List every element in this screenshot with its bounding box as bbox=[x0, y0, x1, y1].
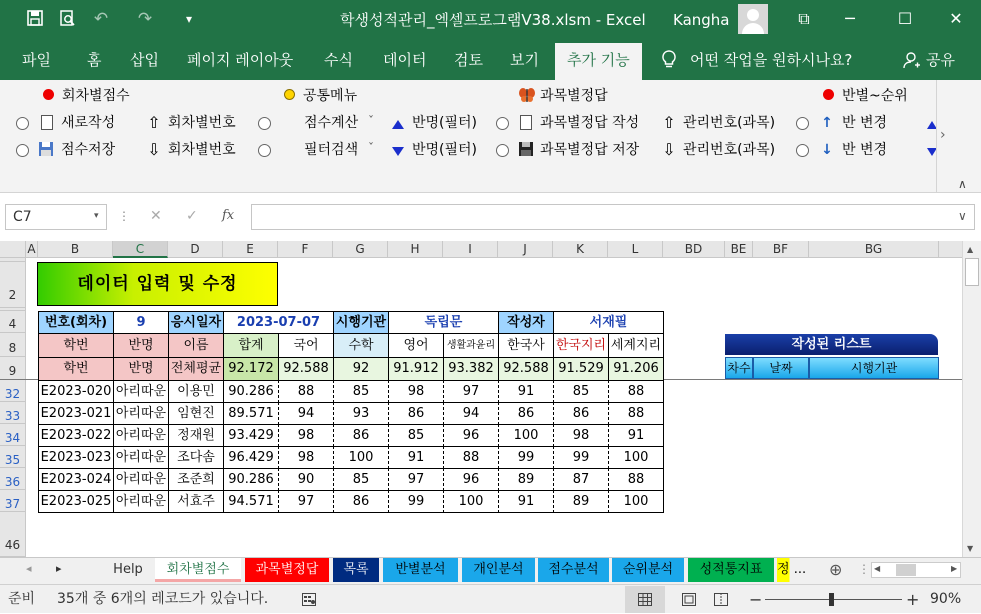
column-header[interactable]: BE bbox=[725, 241, 753, 258]
zoom-out-icon[interactable]: − bbox=[749, 590, 763, 609]
data-cell[interactable]: E2023-025 bbox=[38, 490, 114, 513]
ribbon-tab-bar bbox=[0, 40, 981, 80]
status-mode: 준비 bbox=[8, 591, 36, 607]
zoom-slider-thumb[interactable] bbox=[829, 593, 834, 606]
data-cell[interactable]: 85 bbox=[553, 380, 609, 403]
data-cell[interactable]: 96 bbox=[443, 424, 499, 447]
minimize-icon[interactable]: ─ bbox=[845, 9, 855, 28]
group-subject-answers-title: 과목별정답 bbox=[540, 88, 608, 104]
row-header[interactable]: 8 bbox=[0, 333, 26, 357]
data-cell[interactable]: 85 bbox=[333, 468, 389, 491]
info-label-number[interactable]: 번호(회차) bbox=[38, 311, 114, 334]
score-calc-button[interactable]: 점수계산 bbox=[304, 115, 359, 131]
subject-header-cell[interactable]: 국어 bbox=[278, 333, 334, 358]
print-preview-icon[interactable] bbox=[56, 9, 78, 32]
data-cell[interactable]: 100 bbox=[498, 424, 554, 447]
average-row-cell[interactable]: 92.588 bbox=[498, 357, 554, 381]
data-cell[interactable]: 88 bbox=[608, 402, 664, 425]
save-scores-button[interactable]: 점수저장 bbox=[61, 142, 116, 158]
data-cell[interactable]: 91 bbox=[498, 490, 554, 513]
arrow-down-outline-icon: ⇩ bbox=[662, 140, 676, 159]
class-filter-up-button[interactable]: 반명(필터) bbox=[412, 115, 478, 131]
column-header-selected[interactable]: C bbox=[113, 241, 168, 258]
tab-page-layout[interactable]: 페이지 레이아웃 bbox=[187, 51, 294, 69]
info-label-date[interactable]: 응시일자 bbox=[168, 311, 224, 334]
tab-splitter-icon[interactable]: ⋮ bbox=[858, 562, 870, 576]
user-name[interactable]: Kangha bbox=[673, 11, 730, 29]
management-number-up-button[interactable]: 관리번호(과목) bbox=[683, 115, 776, 131]
radio-button[interactable] bbox=[16, 117, 29, 130]
data-cell[interactable]: 94 bbox=[278, 402, 334, 425]
column-header[interactable]: G bbox=[333, 241, 388, 258]
macro-record-icon[interactable] bbox=[302, 593, 316, 610]
data-cell[interactable]: 100 bbox=[608, 490, 664, 513]
data-cell[interactable]: 91 bbox=[388, 446, 444, 469]
average-row-cell[interactable]: 학번 bbox=[38, 357, 114, 381]
share-person-icon[interactable] bbox=[903, 51, 921, 73]
data-cell[interactable]: 98 bbox=[388, 380, 444, 403]
select-all-corner[interactable] bbox=[0, 241, 26, 258]
data-cell[interactable]: 86 bbox=[553, 402, 609, 425]
status-message: 35개 중 6개의 레코드가 있습니다. bbox=[57, 591, 269, 607]
data-cell[interactable]: 아리따운 bbox=[113, 446, 169, 469]
row-header[interactable]: 36 bbox=[0, 468, 26, 490]
row-header[interactable]: 35 bbox=[0, 446, 26, 468]
tab-home[interactable]: 홈 bbox=[87, 51, 102, 69]
formula-bar-grip-icon: ⋮ bbox=[118, 209, 130, 223]
page-layout-view-icon[interactable] bbox=[682, 593, 696, 610]
column-header[interactable]: B bbox=[38, 241, 113, 258]
add-sheet-icon[interactable]: ⊕ bbox=[829, 560, 843, 579]
column-header[interactable]: K bbox=[553, 241, 608, 258]
maximize-icon[interactable]: ☐ bbox=[897, 9, 913, 28]
subject-header-cell[interactable]: 학번 bbox=[38, 333, 114, 358]
radio-button[interactable] bbox=[496, 144, 509, 157]
tab-insert[interactable]: 삽입 bbox=[130, 51, 159, 69]
ribbon-scroll-divider bbox=[936, 80, 937, 192]
data-cell[interactable]: 90.286 bbox=[223, 468, 279, 491]
data-cell[interactable]: 85 bbox=[333, 380, 389, 403]
data-cell[interactable]: 100 bbox=[443, 490, 499, 513]
tab-add-ins[interactable]: 추가 기능 bbox=[555, 43, 642, 80]
subject-header-cell[interactable]: 합계 bbox=[223, 333, 279, 358]
zoom-in-icon[interactable]: + bbox=[906, 590, 920, 609]
subject-header-cell[interactable]: 생활과윤리 bbox=[443, 333, 499, 358]
group-common-menu-title: 공통메뉴 bbox=[303, 88, 358, 104]
data-cell[interactable]: 88 bbox=[278, 380, 334, 403]
lightbulb-icon bbox=[660, 50, 678, 74]
data-cell[interactable]: 조준희 bbox=[168, 468, 224, 491]
row-header[interactable]: 33 bbox=[0, 402, 26, 424]
scroll-up-icon[interactable]: ▲ bbox=[967, 245, 974, 254]
data-cell[interactable]: E2023-024 bbox=[38, 468, 114, 491]
average-row-cell[interactable]: 91.206 bbox=[608, 357, 664, 381]
red-bulb-icon bbox=[823, 89, 834, 100]
data-cell[interactable]: 임현진 bbox=[168, 402, 224, 425]
enter-check-icon[interactable]: ✓ bbox=[186, 208, 198, 224]
average-row-cell[interactable]: 반명 bbox=[113, 357, 169, 381]
round-number-down-button[interactable]: 회차별번호 bbox=[168, 142, 236, 158]
column-header[interactable]: BF bbox=[753, 241, 809, 258]
data-cell[interactable]: 97 bbox=[388, 468, 444, 491]
data-cell[interactable]: 88 bbox=[608, 468, 664, 491]
data-cell[interactable]: 97 bbox=[278, 490, 334, 513]
sheet-title: 데이터 입력 및 수정 bbox=[37, 262, 278, 306]
radio-button[interactable] bbox=[16, 144, 29, 157]
info-author-value[interactable]: 서재필 bbox=[553, 311, 664, 334]
customize-qat-icon[interactable]: ▾ bbox=[185, 12, 193, 26]
data-cell[interactable]: 88 bbox=[608, 380, 664, 403]
cancel-icon[interactable]: ✕ bbox=[150, 208, 162, 224]
arrow-up-outline-icon: ⇧ bbox=[147, 113, 161, 132]
answer-write-button[interactable]: 과목별정답 작성 bbox=[540, 115, 640, 131]
data-cell[interactable]: 100 bbox=[608, 446, 664, 469]
column-header[interactable]: I bbox=[443, 241, 498, 258]
tab-data[interactable]: 데이터 bbox=[383, 51, 427, 69]
data-cell[interactable]: 86 bbox=[388, 402, 444, 425]
ribbon-display-options-icon[interactable]: ⧉ bbox=[798, 9, 810, 28]
column-header[interactable] bbox=[939, 241, 962, 258]
column-header[interactable]: H bbox=[388, 241, 443, 258]
sheet-tab-report-card[interactable]: 성적통지표 bbox=[688, 558, 774, 582]
data-cell[interactable]: 90.286 bbox=[223, 380, 279, 403]
data-cell[interactable]: 100 bbox=[333, 446, 389, 469]
data-cell[interactable]: 아리따운 bbox=[113, 490, 169, 513]
radio-button[interactable] bbox=[796, 144, 809, 157]
data-cell[interactable]: 94.571 bbox=[223, 490, 279, 513]
vertical-scrollbar[interactable] bbox=[962, 241, 981, 557]
sheet-tab-list[interactable]: 목록 bbox=[333, 558, 379, 582]
data-cell[interactable]: 93 bbox=[333, 402, 389, 425]
group-class-rank-title: 반별~순위 bbox=[842, 88, 908, 104]
group-round-scores-title: 회차별점수 bbox=[62, 88, 130, 104]
column-header[interactable]: BD bbox=[663, 241, 725, 258]
arrow-up-outline-icon: ⇧ bbox=[662, 113, 676, 132]
class-filter-down-button[interactable]: 반명(필터) bbox=[412, 142, 478, 158]
scroll-down-icon[interactable]: ▼ bbox=[967, 544, 974, 553]
average-row-cell[interactable]: 92 bbox=[333, 357, 389, 381]
answer-save-button[interactable]: 과목별정답 저장 bbox=[540, 142, 640, 158]
class-change-down-button[interactable]: 반 변경 bbox=[842, 142, 888, 158]
horizontal-scrollbar[interactable]: ◀ ▶ bbox=[871, 562, 961, 578]
sheet-tab-help[interactable]: Help bbox=[113, 562, 143, 577]
dropdown-marker-icon[interactable]: ˇ bbox=[368, 114, 374, 128]
data-cell[interactable]: E2023-022 bbox=[38, 424, 114, 447]
data-cell[interactable]: 99 bbox=[553, 446, 609, 469]
sheet-tab-subject-answers[interactable]: 과목별정답 bbox=[245, 558, 329, 582]
row-header[interactable]: 2 bbox=[0, 262, 26, 308]
radio-button[interactable] bbox=[258, 144, 271, 157]
column-header[interactable]: J bbox=[498, 241, 553, 258]
sheet-tab-class-analysis[interactable]: 반별분석 bbox=[383, 558, 458, 582]
new-document-icon bbox=[41, 115, 53, 130]
row-header[interactable]: 4 bbox=[0, 311, 26, 333]
radio-button[interactable] bbox=[796, 117, 809, 130]
data-cell[interactable]: 89 bbox=[553, 490, 609, 513]
data-cell[interactable]: 86 bbox=[498, 402, 554, 425]
info-date-value[interactable]: 2023-07-07 bbox=[223, 311, 334, 334]
round-number-up-button[interactable]: 회차별번호 bbox=[168, 115, 236, 131]
row-header[interactable]: 32 bbox=[0, 380, 26, 402]
data-cell[interactable]: 아리따운 bbox=[113, 380, 169, 403]
subject-header-cell[interactable]: 반명 bbox=[113, 333, 169, 358]
subject-header-cell[interactable]: 한국사 bbox=[498, 333, 554, 358]
info-org-value[interactable]: 독립문 bbox=[388, 311, 499, 334]
data-cell[interactable]: 85 bbox=[388, 424, 444, 447]
subject-header-cell[interactable]: 수학 bbox=[333, 333, 389, 358]
page-break-view-icon[interactable] bbox=[714, 593, 728, 610]
average-row-cell[interactable]: 93.382 bbox=[443, 357, 499, 381]
data-cell[interactable]: E2023-020 bbox=[38, 380, 114, 403]
management-number-down-button[interactable]: 관리번호(과목) bbox=[683, 142, 776, 158]
scroll-thumb[interactable] bbox=[965, 258, 979, 286]
column-header[interactable]: L bbox=[608, 241, 663, 258]
data-cell[interactable]: 99 bbox=[498, 446, 554, 469]
collapse-ribbon-icon[interactable]: ∧ bbox=[958, 177, 967, 191]
dropdown-marker-icon[interactable]: ˇ bbox=[368, 141, 374, 155]
row-header[interactable]: 46 bbox=[0, 512, 26, 557]
data-cell[interactable]: 조다솜 bbox=[168, 446, 224, 469]
arrow-down-outline-icon: ⇩ bbox=[147, 140, 161, 159]
normal-view-icon bbox=[638, 593, 652, 610]
tell-me-search[interactable]: 어떤 작업을 원하시나요? bbox=[690, 51, 853, 69]
name-box-dropdown-icon[interactable]: ▾ bbox=[94, 211, 99, 221]
list-col-round: 차수 bbox=[725, 357, 753, 379]
ribbon-add-ins-panel bbox=[0, 80, 981, 193]
title-bar bbox=[0, 0, 981, 40]
close-icon[interactable]: ✕ bbox=[949, 9, 963, 28]
worksheet-grid[interactable] bbox=[0, 241, 962, 557]
arrow-up-icon: ↑ bbox=[821, 115, 833, 131]
butterfly-icon bbox=[518, 87, 536, 107]
avatar[interactable] bbox=[738, 4, 768, 34]
data-cell[interactable]: 97 bbox=[443, 380, 499, 403]
average-row-cell[interactable]: 전체평균 bbox=[168, 357, 224, 381]
average-row-cell[interactable]: 91.912 bbox=[388, 357, 444, 381]
tab-review[interactable]: 검토 bbox=[454, 51, 483, 69]
status-bar bbox=[0, 584, 981, 613]
window-title: 학생성적관리_엑셀프로그램V38.xlsm - Excel bbox=[340, 11, 646, 29]
sheet-next-icon[interactable]: ▸ bbox=[56, 562, 62, 575]
data-cell[interactable]: 89 bbox=[498, 468, 554, 491]
data-cell[interactable]: E2023-023 bbox=[38, 446, 114, 469]
list-col-org: 시행기관 bbox=[809, 357, 939, 379]
redo-icon[interactable]: ↷ bbox=[137, 9, 153, 29]
subject-header-cell[interactable]: 세계지리 bbox=[608, 333, 664, 358]
new-document-icon bbox=[520, 115, 532, 130]
sheet-tab-bar bbox=[0, 557, 981, 584]
data-cell[interactable]: 90 bbox=[278, 468, 334, 491]
data-cell[interactable]: 96.429 bbox=[223, 446, 279, 469]
sheet-tab-individual-analysis[interactable]: 개인분석 bbox=[462, 558, 535, 582]
subject-header-cell[interactable]: 한국지리 bbox=[553, 333, 609, 358]
insert-function-icon[interactable]: fx bbox=[222, 208, 235, 223]
average-row-cell[interactable]: 92.588 bbox=[278, 357, 334, 381]
save-disk-icon bbox=[38, 141, 54, 161]
red-bulb-icon bbox=[43, 89, 54, 100]
save-disk-icon bbox=[518, 141, 534, 161]
tab-file[interactable]: 파일 bbox=[22, 51, 51, 69]
list-col-date: 날짜 bbox=[753, 357, 809, 379]
name-box-value: C7 bbox=[13, 209, 32, 225]
average-row-cell[interactable]: 92.172 bbox=[223, 357, 279, 381]
column-header[interactable]: D bbox=[168, 241, 223, 258]
list-panel-title: 작성된 리스트 bbox=[725, 334, 938, 355]
sheet-prev-icon[interactable]: ◂ bbox=[26, 562, 32, 575]
data-cell[interactable]: 서효주 bbox=[168, 490, 224, 513]
column-header[interactable]: E bbox=[223, 241, 278, 258]
data-cell[interactable]: 86 bbox=[333, 424, 389, 447]
save-icon[interactable] bbox=[24, 9, 46, 32]
column-header[interactable]: A bbox=[26, 241, 38, 258]
data-cell[interactable]: 99 bbox=[388, 490, 444, 513]
triangle-down-icon bbox=[392, 145, 404, 160]
arrow-down-icon: ↓ bbox=[821, 142, 833, 158]
name-box[interactable] bbox=[5, 204, 107, 230]
sheet-tab-round-scores[interactable]: 회차별점수 bbox=[155, 558, 241, 582]
row-header[interactable]: 37 bbox=[0, 490, 26, 512]
share-button[interactable]: 공유 bbox=[926, 51, 955, 69]
expand-formula-bar-icon[interactable]: ∨ bbox=[958, 209, 967, 223]
zoom-level[interactable]: 90% bbox=[930, 591, 962, 607]
sheet-tab-more[interactable]: 정 ... bbox=[777, 558, 819, 582]
radio-button[interactable] bbox=[258, 117, 271, 130]
triangle-up-icon bbox=[392, 118, 404, 133]
subject-header-cell[interactable]: 영어 bbox=[388, 333, 444, 358]
sheet-tab-rank-analysis[interactable]: 순위분석 bbox=[612, 558, 684, 582]
data-cell[interactable]: E2023-021 bbox=[38, 402, 114, 425]
tab-view[interactable]: 보기 bbox=[510, 51, 539, 69]
radio-button[interactable] bbox=[496, 117, 509, 130]
average-row-cell[interactable]: 91.529 bbox=[553, 357, 609, 381]
data-cell[interactable]: 이용민 bbox=[168, 380, 224, 403]
data-cell[interactable]: 아리따운 bbox=[113, 468, 169, 491]
new-write-button[interactable]: 새로작성 bbox=[61, 115, 116, 131]
filter-search-button[interactable]: 필터검색 bbox=[304, 142, 359, 158]
row-header[interactable]: 9 bbox=[0, 357, 26, 380]
column-header[interactable]: F bbox=[278, 241, 333, 258]
data-cell[interactable]: 96 bbox=[443, 468, 499, 491]
info-label-author[interactable]: 작성자 bbox=[498, 311, 554, 334]
data-cell[interactable]: 아리따운 bbox=[113, 424, 169, 447]
tab-formulas[interactable]: 수식 bbox=[324, 51, 353, 69]
data-cell[interactable]: 86 bbox=[333, 490, 389, 513]
undo-icon[interactable]: ↶ bbox=[93, 9, 109, 29]
data-cell[interactable]: 아리따운 bbox=[113, 402, 169, 425]
formula-input[interactable] bbox=[251, 204, 975, 230]
row-header[interactable]: 34 bbox=[0, 424, 26, 446]
data-cell[interactable]: 94 bbox=[443, 402, 499, 425]
yellow-bulb-icon bbox=[284, 89, 295, 100]
data-cell[interactable]: 88 bbox=[443, 446, 499, 469]
data-cell[interactable]: 91 bbox=[608, 424, 664, 447]
ribbon-scroll-right-icon[interactable]: › bbox=[940, 127, 946, 143]
data-cell[interactable]: 정재원 bbox=[168, 424, 224, 447]
data-cell[interactable]: 87 bbox=[553, 468, 609, 491]
info-number-value[interactable]: 9 bbox=[113, 311, 169, 334]
subject-header-cell[interactable]: 이름 bbox=[168, 333, 224, 358]
data-cell[interactable]: 98 bbox=[553, 424, 609, 447]
data-cell[interactable]: 98 bbox=[278, 424, 334, 447]
class-change-up-button[interactable]: 반 변경 bbox=[842, 115, 888, 131]
info-label-org[interactable]: 시행기관 bbox=[333, 311, 389, 334]
sheet-tab-score-analysis[interactable]: 점수분석 bbox=[538, 558, 609, 582]
data-cell[interactable]: 93.429 bbox=[223, 424, 279, 447]
column-header[interactable]: BG bbox=[809, 241, 939, 258]
data-cell[interactable]: 98 bbox=[278, 446, 334, 469]
data-cell[interactable]: 89.571 bbox=[223, 402, 279, 425]
data-cell[interactable]: 91 bbox=[498, 380, 554, 403]
